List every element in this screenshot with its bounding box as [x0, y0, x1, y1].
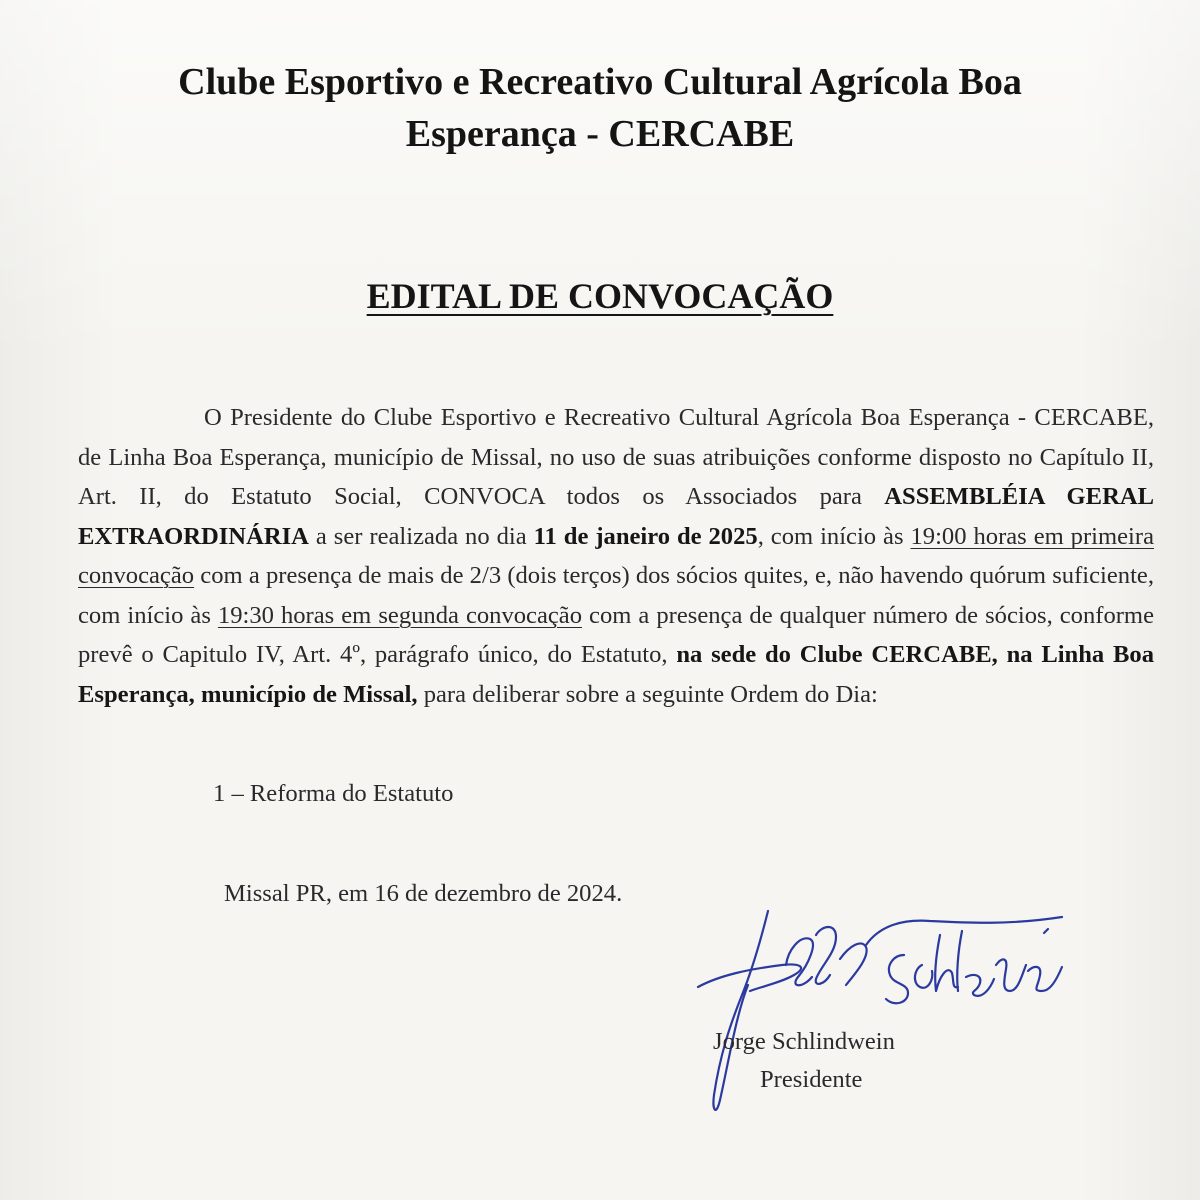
signer-role: Presidente	[760, 1066, 863, 1093]
place-and-date: Missal PR, em 16 de dezembro de 2024.	[224, 880, 623, 907]
document-title-text: EDITAL DE CONVOCAÇÃO	[366, 276, 834, 316]
body-part-5: com a presença de qualquer número de sócios, conforme prevê o Capitulo IV, Art. 4º, parágrafo único, do Estatuto,	[78, 601, 1154, 668]
body-part-3: , com início às	[757, 522, 911, 550]
body-part-2: a ser realizada no dia	[308, 522, 534, 550]
organization-title-line-1: Clube Esportivo e Recreativo Cultural Agrícola Boa	[178, 61, 1022, 103]
second-call-time: 19:30 horas em segunda convocação	[217, 601, 583, 629]
document-title	[0, 272, 1200, 320]
first-call-time: 19:00 horas em primeira convocação	[78, 522, 1154, 589]
organization-title	[40, 56, 1160, 160]
body-part-4: com a presença de mais de 2/3 (dois terços) dos sócios quites, e, não havendo quórum suficiente, com início às	[78, 562, 1154, 629]
body-part-1: O Presidente do Clube Esportivo e Recreativo Cultural Agrícola Boa Esperança - CERCABE, de Linha Boa Esperança, município de Missal, no uso de suas atribuições conforme disposto no Capítulo II, Art. II, do Estatuto Social, CONVOCA todos os Associados para	[78, 404, 1154, 510]
convocation-paragraph	[78, 398, 1154, 714]
meeting-venue: na sede do Clube CERCABE, na Linha Boa Esperança, município de Missal,	[78, 641, 1154, 708]
meeting-date: 11 de janeiro de 2025	[533, 522, 758, 550]
body-part-6: para deliberar sobre a seguinte Ordem do Dia:	[417, 680, 878, 708]
signer-name: Jorge Schlindwein	[713, 1028, 895, 1055]
assembly-type: ASSEMBLÉIA GERAL EXTRAORDINÁRIA	[78, 483, 1155, 550]
organization-title-line-2: Esperança - CERCABE	[405, 113, 795, 155]
agenda-item: 1 – Reforma do Estatuto	[213, 780, 454, 807]
handwritten-signature	[690, 895, 1070, 1135]
